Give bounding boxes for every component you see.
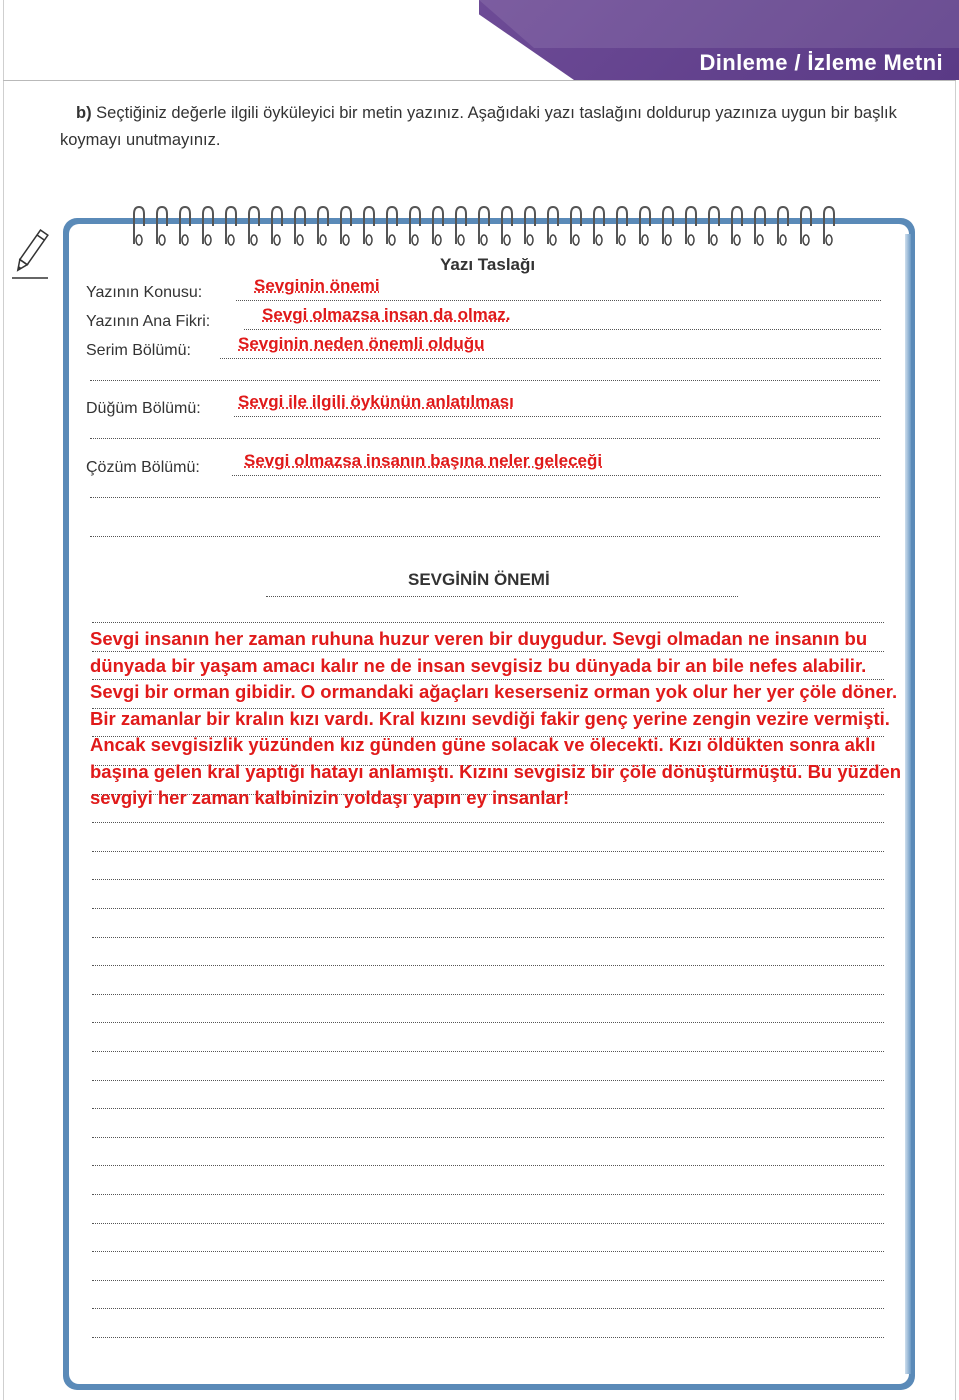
- extra-line: [90, 380, 880, 381]
- essay-line: [92, 1080, 884, 1081]
- essay-line: [92, 1051, 884, 1052]
- section-title: Dinleme / İzleme Metni: [699, 50, 943, 75]
- pencil-icon: [10, 224, 50, 280]
- essay-line: [92, 1251, 884, 1252]
- draft-field-row: [86, 276, 881, 304]
- title-line: [266, 596, 738, 597]
- field-label: Yazının Ana Fikri:: [86, 313, 211, 330]
- instruction-label: b): [76, 104, 92, 122]
- draft-field-row: [86, 392, 881, 420]
- field-line: [220, 358, 881, 359]
- essay-line: [92, 622, 884, 623]
- field-answer: Sevginin neden önemli olduğu: [238, 334, 485, 353]
- essay-line: [92, 1022, 884, 1023]
- extra-line: [90, 497, 880, 498]
- field-label: Serim Bölümü:: [86, 342, 191, 359]
- field-line: [232, 475, 881, 476]
- field-line: [234, 416, 881, 417]
- essay-line: [92, 1337, 884, 1338]
- essay-title: SEVGİNİN ÖNEMİ: [408, 570, 550, 589]
- essay-line: [92, 1108, 884, 1109]
- essay-line: [92, 965, 884, 966]
- essay-line: [92, 1165, 884, 1166]
- field-label: Düğüm Bölümü:: [86, 400, 201, 417]
- field-label: Çözüm Bölümü:: [86, 459, 200, 476]
- spiral-binding-icon: [126, 204, 846, 250]
- field-answer: Sevginin önemi: [254, 276, 380, 295]
- draft-title: Yazı Taslağı: [440, 255, 536, 274]
- draft-field-row: [86, 451, 881, 479]
- essay-line: [92, 1223, 884, 1224]
- field-line: [244, 329, 881, 330]
- instruction-text: Seçtiğiniz değerle ilgili öyküleyici bir metin yazınız. Aşağıdaki yazı taslağını doldurup yazınıza uygun bir başlık koymayı unutmayınız.: [60, 104, 897, 149]
- essay-line: [92, 908, 884, 909]
- essay-line: [92, 851, 884, 852]
- field-label: Yazının Konusu:: [86, 284, 203, 301]
- field-answer: Sevgi olmazsa insan da olmaz.: [262, 305, 511, 324]
- essay-line: [92, 1194, 884, 1195]
- essay-line: [92, 994, 884, 995]
- field-answer: Sevgi olmazsa insanın başına neler geleceği: [244, 451, 603, 470]
- draft-field-row: [86, 305, 881, 333]
- instruction: [60, 100, 920, 154]
- extra-line: [90, 536, 880, 537]
- essay-line: [92, 1137, 884, 1138]
- field-answer: Sevgi ile ilgili öykünün anlatılması: [238, 392, 514, 411]
- essay-body: Sevgi insanın her zaman ruhuna huzur veren bir duygudur. Sevgi olmadan ne insanın bu dünyada bir yaşam amacı kalır ne de insan sevgisiz bu dünyada bir an bile nefes alabilir. Sevgi bir orman gibidir. O ormandaki ağaçları keserseniz orman yok olur her yer çöle döner. Bir zamanlar bir kralın kızı vardı. Kral kızını sevdiği fakir genç yerine zengin vezire vermişti. Ancak sevgisizlik yüzünden kız günden güne solacak ve ölecekti. Kızı öldükten sonra aklı başına gelen kral yaptığı hatayı anlamıştı. Kızını sevgisiz bir çöle dönüştürmüştü. Bu yüzden sevgiyi her zaman kalbinizin yoldaşı yapın ey insanlar!: [90, 628, 902, 808]
- essay-line: [92, 1308, 884, 1309]
- essay-line: [92, 822, 884, 823]
- essay-line: [92, 937, 884, 938]
- draft-field-row: [86, 334, 881, 362]
- essay-line: [92, 1280, 884, 1281]
- field-line: [236, 300, 881, 301]
- header-divider: [3, 80, 956, 81]
- essay-line: [92, 879, 884, 880]
- extra-line: [90, 438, 880, 439]
